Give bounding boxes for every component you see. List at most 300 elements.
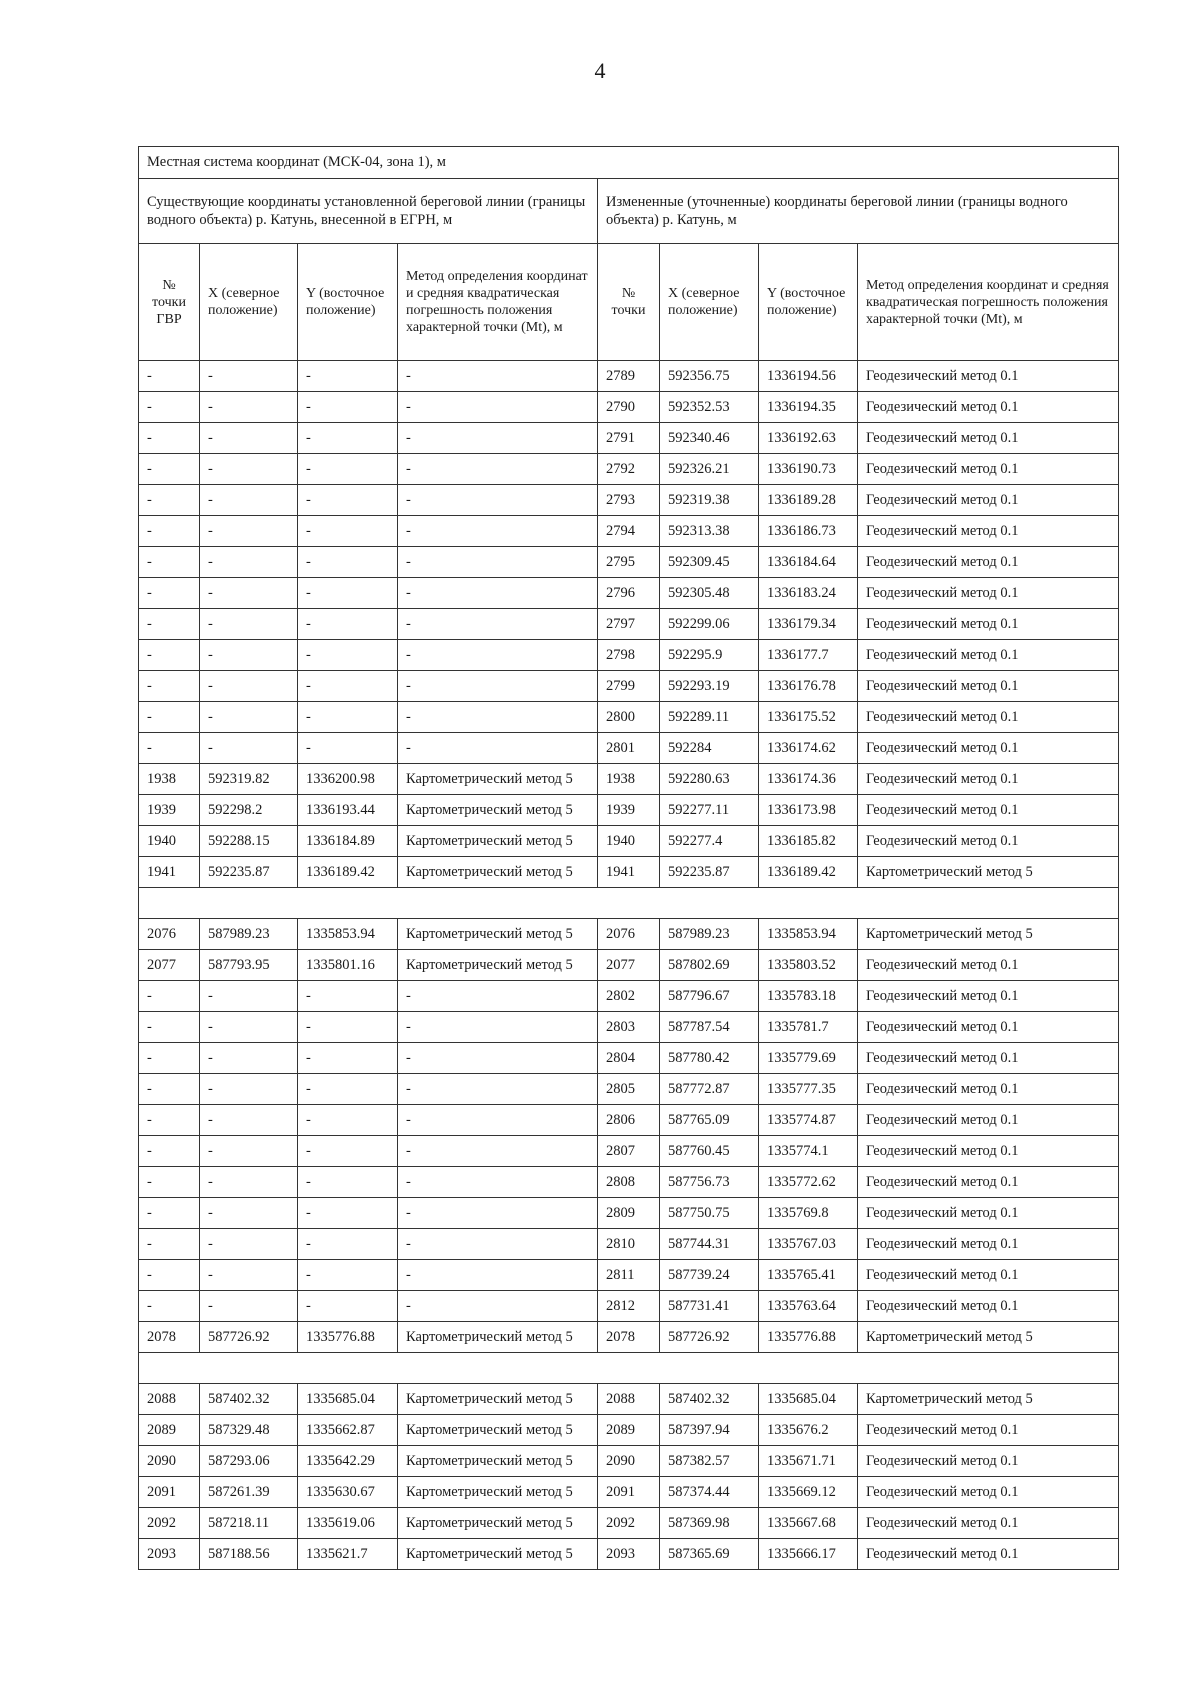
table-cell: Геодезический метод 0.1 — [858, 516, 1119, 547]
table-cell: Геодезический метод 0.1 — [858, 1508, 1119, 1539]
table-cell: - — [139, 981, 200, 1012]
table-cell: Геодезический метод 0.1 — [858, 640, 1119, 671]
table-cell: 2810 — [598, 1229, 660, 1260]
table-cell: 592289.11 — [660, 702, 759, 733]
table-cell: Геодезический метод 0.1 — [858, 1291, 1119, 1322]
table-cell: 1336175.52 — [759, 702, 858, 733]
table-row — [139, 950, 1119, 981]
table-cell: 592280.63 — [660, 764, 759, 795]
table-cell: 2794 — [598, 516, 660, 547]
table-cell: 592298.2 — [200, 795, 298, 826]
table-cell: - — [298, 1105, 398, 1136]
table-cell: 1335776.88 — [298, 1322, 398, 1353]
table-cell: 1336189.42 — [298, 857, 398, 888]
col-header-method-changed: Метод определения координат и средняя квадратическая погрешность положения характерной точки (Mt), м — [858, 244, 1119, 361]
col-header-y-existing: Y (восточное положение) — [298, 244, 398, 361]
table-cell: 587731.41 — [660, 1291, 759, 1322]
col-header-x-existing: X (северное положение) — [200, 244, 298, 361]
table-cell: 1941 — [598, 857, 660, 888]
table-cell: Картометрический метод 5 — [398, 764, 598, 795]
table-cell: 2807 — [598, 1136, 660, 1167]
table-cell: Геодезический метод 0.1 — [858, 950, 1119, 981]
table-cell: - — [298, 1291, 398, 1322]
table-row — [139, 1105, 1119, 1136]
table-cell: 592305.48 — [660, 578, 759, 609]
table-cell: - — [398, 1229, 598, 1260]
table-cell: 1335671.71 — [759, 1446, 858, 1477]
table-cell: - — [398, 454, 598, 485]
table-cell: 2798 — [598, 640, 660, 671]
table-cell: 587989.23 — [660, 919, 759, 950]
table-row — [139, 1012, 1119, 1043]
table-cell: 1335801.16 — [298, 950, 398, 981]
table-cell: - — [200, 671, 298, 702]
table-cell: 1336194.56 — [759, 361, 858, 392]
table-cell: - — [139, 702, 200, 733]
table-cell: 1335685.04 — [759, 1384, 858, 1415]
table-row — [139, 919, 1119, 950]
table-cell: Геодезический метод 0.1 — [858, 361, 1119, 392]
table-cell: - — [398, 1043, 598, 1074]
table-cell: 587756.73 — [660, 1167, 759, 1198]
table-cell: 1335772.62 — [759, 1167, 858, 1198]
section-separator — [139, 1353, 1119, 1384]
table-cell: - — [298, 1043, 398, 1074]
table-cell: Геодезический метод 0.1 — [858, 1074, 1119, 1105]
table-cell: 1940 — [139, 826, 200, 857]
table-cell: 2796 — [598, 578, 660, 609]
table-row — [139, 485, 1119, 516]
table-cell: Геодезический метод 0.1 — [858, 423, 1119, 454]
table-cell: 587218.11 — [200, 1508, 298, 1539]
table-row — [139, 826, 1119, 857]
table-cell: 2806 — [598, 1105, 660, 1136]
table-cell: - — [398, 640, 598, 671]
table-cell: 587402.32 — [200, 1384, 298, 1415]
table-row — [139, 733, 1119, 764]
table-cell: 587760.45 — [660, 1136, 759, 1167]
table-cell: 2090 — [139, 1446, 200, 1477]
table-cell: 2076 — [598, 919, 660, 950]
table-cell: 1941 — [139, 857, 200, 888]
table-cell: - — [398, 1260, 598, 1291]
table-cell: 1336184.64 — [759, 547, 858, 578]
table-cell: Картометрический метод 5 — [398, 857, 598, 888]
table-cell: Картометрический метод 5 — [398, 950, 598, 981]
table-cell: 2802 — [598, 981, 660, 1012]
table-cell: - — [398, 671, 598, 702]
table-cell: Картометрический метод 5 — [398, 1539, 598, 1570]
table-cell: Геодезический метод 0.1 — [858, 733, 1119, 764]
table-cell: 587369.98 — [660, 1508, 759, 1539]
table-cell: 587726.92 — [200, 1322, 298, 1353]
table-cell: - — [298, 1074, 398, 1105]
table-cell: 592319.38 — [660, 485, 759, 516]
table-cell: 2808 — [598, 1167, 660, 1198]
table-cell: - — [298, 981, 398, 1012]
table-cell: 587989.23 — [200, 919, 298, 950]
table-row — [139, 1539, 1119, 1570]
table-row — [139, 361, 1119, 392]
table-cell: Геодезический метод 0.1 — [858, 1539, 1119, 1570]
col-header-point-gvr: № точки ГВР — [139, 244, 200, 361]
table-cell: 2093 — [598, 1539, 660, 1570]
table-cell: - — [398, 1291, 598, 1322]
table-cell: 2076 — [139, 919, 200, 950]
table-cell: 1335853.94 — [759, 919, 858, 950]
table-row — [139, 795, 1119, 826]
table-cell: Картометрический метод 5 — [398, 1446, 598, 1477]
table-cell: - — [398, 1198, 598, 1229]
group-header-changed: Измененные (уточненные) координаты береговой линии (границы водного объекта) р. Катунь, м — [598, 179, 1119, 244]
table-cell: Геодезический метод 0.1 — [858, 795, 1119, 826]
table-cell: - — [200, 1229, 298, 1260]
table-cell: - — [298, 1167, 398, 1198]
table-row — [139, 1415, 1119, 1446]
table-cell: 2811 — [598, 1260, 660, 1291]
table-cell: - — [139, 733, 200, 764]
table-cell: 1335853.94 — [298, 919, 398, 950]
table-row — [139, 1198, 1119, 1229]
table-cell: 1335619.06 — [298, 1508, 398, 1539]
table-cell: 587765.09 — [660, 1105, 759, 1136]
separator-cell — [139, 888, 1119, 919]
table-cell: 2790 — [598, 392, 660, 423]
table-cell: 592326.21 — [660, 454, 759, 485]
table-cell: 592356.75 — [660, 361, 759, 392]
table-cell: 1336190.73 — [759, 454, 858, 485]
table-cell: 1335777.35 — [759, 1074, 858, 1105]
table-cell: 592313.38 — [660, 516, 759, 547]
table-cell: Геодезический метод 0.1 — [858, 547, 1119, 578]
table-cell: - — [398, 1167, 598, 1198]
table-cell: 587796.67 — [660, 981, 759, 1012]
table-cell: 1939 — [139, 795, 200, 826]
table-cell: 1335774.87 — [759, 1105, 858, 1136]
table-cell: 1336174.62 — [759, 733, 858, 764]
table-cell: 1335676.2 — [759, 1415, 858, 1446]
table-cell: 592284 — [660, 733, 759, 764]
table-cell: - — [398, 361, 598, 392]
table-cell: 1336183.24 — [759, 578, 858, 609]
table-cell: - — [398, 547, 598, 578]
table-row — [139, 1074, 1119, 1105]
table-cell: 587374.44 — [660, 1477, 759, 1508]
table-cell: Картометрический метод 5 — [858, 1322, 1119, 1353]
table-cell: - — [200, 1260, 298, 1291]
table-cell: Картометрический метод 5 — [398, 826, 598, 857]
table-cell: - — [139, 1012, 200, 1043]
table-cell: 1336193.44 — [298, 795, 398, 826]
table-cell: 592340.46 — [660, 423, 759, 454]
table-cell: - — [139, 1136, 200, 1167]
table-cell: 587750.75 — [660, 1198, 759, 1229]
table-cell: 1336176.78 — [759, 671, 858, 702]
table-cell: 1335642.29 — [298, 1446, 398, 1477]
table-row — [139, 392, 1119, 423]
table-cell: - — [200, 702, 298, 733]
table-cell: Геодезический метод 0.1 — [858, 392, 1119, 423]
table-cell: 2791 — [598, 423, 660, 454]
table-cell: 587793.95 — [200, 950, 298, 981]
table-cell: 1336184.89 — [298, 826, 398, 857]
table-cell: 2077 — [598, 950, 660, 981]
table-cell: 2799 — [598, 671, 660, 702]
table-cell: - — [298, 516, 398, 547]
coordinates-table — [138, 146, 1119, 1570]
table-cell: Геодезический метод 0.1 — [858, 1012, 1119, 1043]
table-cell: 2088 — [598, 1384, 660, 1415]
table-cell: 592277.11 — [660, 795, 759, 826]
table-body — [139, 361, 1119, 1570]
table-row — [139, 1291, 1119, 1322]
table-cell: - — [298, 733, 398, 764]
table-cell: 1335662.87 — [298, 1415, 398, 1446]
table-cell: Картометрический метод 5 — [398, 1322, 598, 1353]
group-header-existing: Существующие координаты установленной береговой линии (границы водного объекта) р. Катунь, внесенной в ЕГРН, м — [139, 179, 598, 244]
table-row — [139, 547, 1119, 578]
section-separator — [139, 888, 1119, 919]
table-cell: 587744.31 — [660, 1229, 759, 1260]
table-cell: 2089 — [598, 1415, 660, 1446]
table-cell: Геодезический метод 0.1 — [858, 1167, 1119, 1198]
table-row — [139, 423, 1119, 454]
table-cell: 2795 — [598, 547, 660, 578]
table-cell: Геодезический метод 0.1 — [858, 1446, 1119, 1477]
table-cell: Геодезический метод 0.1 — [858, 1229, 1119, 1260]
table-cell: 592295.9 — [660, 640, 759, 671]
table-cell: - — [200, 392, 298, 423]
table-cell: 1335685.04 — [298, 1384, 398, 1415]
table-cell: 2804 — [598, 1043, 660, 1074]
table-cell: 1335630.67 — [298, 1477, 398, 1508]
table-cell: - — [398, 1074, 598, 1105]
table-row — [139, 1384, 1119, 1415]
table-cell: Геодезический метод 0.1 — [858, 1136, 1119, 1167]
col-header-point: № точки — [598, 244, 660, 361]
table-cell: 2092 — [139, 1508, 200, 1539]
table-cell: Геодезический метод 0.1 — [858, 826, 1119, 857]
table-cell: - — [398, 578, 598, 609]
table-cell: Картометрический метод 5 — [398, 1508, 598, 1539]
table-cell: Геодезический метод 0.1 — [858, 1260, 1119, 1291]
table-cell: - — [298, 392, 398, 423]
table-cell: 2789 — [598, 361, 660, 392]
table-cell: - — [398, 1012, 598, 1043]
table-cell: 587780.42 — [660, 1043, 759, 1074]
table-cell: Картометрический метод 5 — [398, 795, 598, 826]
table-row — [139, 1508, 1119, 1539]
table-row — [139, 578, 1119, 609]
table-cell: - — [398, 733, 598, 764]
table-cell: 587329.48 — [200, 1415, 298, 1446]
table-row — [139, 1322, 1119, 1353]
table-cell: Геодезический метод 0.1 — [858, 1043, 1119, 1074]
table-cell: - — [298, 454, 398, 485]
table-cell: - — [298, 1229, 398, 1260]
table-cell: 1939 — [598, 795, 660, 826]
table-cell: 1336177.7 — [759, 640, 858, 671]
table-cell: 1336189.42 — [759, 857, 858, 888]
table-cell: - — [200, 1291, 298, 1322]
table-row — [139, 764, 1119, 795]
table-cell: - — [139, 1074, 200, 1105]
table-cell: - — [298, 1012, 398, 1043]
table-cell: Геодезический метод 0.1 — [858, 485, 1119, 516]
table-cell: - — [139, 1198, 200, 1229]
table-cell: Геодезический метод 0.1 — [858, 1105, 1119, 1136]
table-cell: 1335776.88 — [759, 1322, 858, 1353]
col-header-x-changed: X (северное положение) — [660, 244, 759, 361]
table-cell: - — [139, 1167, 200, 1198]
table-cell: 2803 — [598, 1012, 660, 1043]
table-cell: - — [298, 702, 398, 733]
table-cell: - — [398, 981, 598, 1012]
table-cell: - — [398, 609, 598, 640]
table-cell: 1335763.64 — [759, 1291, 858, 1322]
table-cell: Картометрический метод 5 — [398, 1415, 598, 1446]
table-cell: 2793 — [598, 485, 660, 516]
table-row — [139, 1477, 1119, 1508]
table-cell: 2088 — [139, 1384, 200, 1415]
table-cell: 2091 — [598, 1477, 660, 1508]
table-cell: 592319.82 — [200, 764, 298, 795]
table-cell: 592352.53 — [660, 392, 759, 423]
table-cell: - — [200, 609, 298, 640]
table-cell: 587261.39 — [200, 1477, 298, 1508]
table-cell: 2809 — [598, 1198, 660, 1229]
table-cell: - — [200, 516, 298, 547]
table-cell: Геодезический метод 0.1 — [858, 1198, 1119, 1229]
table-cell: - — [139, 1260, 200, 1291]
table-cell: - — [298, 485, 398, 516]
table-cell: 1336179.34 — [759, 609, 858, 640]
separator-cell — [139, 1353, 1119, 1384]
table-row — [139, 702, 1119, 733]
table-cell: - — [139, 640, 200, 671]
table-cell: 587787.54 — [660, 1012, 759, 1043]
table-cell: 587293.06 — [200, 1446, 298, 1477]
table-cell: - — [139, 578, 200, 609]
table-cell: 1336173.98 — [759, 795, 858, 826]
table-cell: Геодезический метод 0.1 — [858, 1477, 1119, 1508]
table-cell: 587726.92 — [660, 1322, 759, 1353]
table-cell: - — [200, 547, 298, 578]
table-cell: 1336185.82 — [759, 826, 858, 857]
table-cell: 1940 — [598, 826, 660, 857]
table-cell: Геодезический метод 0.1 — [858, 578, 1119, 609]
table-cell: - — [139, 547, 200, 578]
table-cell: Картометрический метод 5 — [398, 1477, 598, 1508]
table-cell: 1335781.7 — [759, 1012, 858, 1043]
table-cell: 2077 — [139, 950, 200, 981]
table-cell: - — [298, 547, 398, 578]
table-cell: - — [139, 671, 200, 702]
table-cell: 1336192.63 — [759, 423, 858, 454]
col-header-y-changed: Y (восточное положение) — [759, 244, 858, 361]
table-row — [139, 640, 1119, 671]
table-cell: - — [139, 361, 200, 392]
table-cell: 587802.69 — [660, 950, 759, 981]
table-cell: 587772.87 — [660, 1074, 759, 1105]
table-cell: - — [398, 702, 598, 733]
table-cell: 2812 — [598, 1291, 660, 1322]
table-row — [139, 1446, 1119, 1477]
table-cell: Геодезический метод 0.1 — [858, 454, 1119, 485]
table-cell: 2078 — [139, 1322, 200, 1353]
table-row — [139, 671, 1119, 702]
table-cell: 592235.87 — [660, 857, 759, 888]
table-cell: 1335783.18 — [759, 981, 858, 1012]
table-cell: Геодезический метод 0.1 — [858, 1415, 1119, 1446]
table-cell: 587382.57 — [660, 1446, 759, 1477]
table-row — [139, 454, 1119, 485]
table-cell: 592293.19 — [660, 671, 759, 702]
table-cell: 587739.24 — [660, 1260, 759, 1291]
table-cell: 592277.4 — [660, 826, 759, 857]
table-row — [139, 1136, 1119, 1167]
table-cell: - — [200, 1074, 298, 1105]
table-cell: - — [139, 485, 200, 516]
table-cell: - — [139, 392, 200, 423]
table-cell: Картометрический метод 5 — [398, 919, 598, 950]
table-cell: 2092 — [598, 1508, 660, 1539]
table-cell: - — [200, 640, 298, 671]
table-cell: - — [139, 454, 200, 485]
table-cell: 2800 — [598, 702, 660, 733]
table-cell: - — [139, 1229, 200, 1260]
table-cell: Геодезический метод 0.1 — [858, 764, 1119, 795]
table-cell: - — [298, 1136, 398, 1167]
table-cell: - — [139, 423, 200, 454]
table-cell: 1335779.69 — [759, 1043, 858, 1074]
table-cell: - — [398, 485, 598, 516]
table-cell: Геодезический метод 0.1 — [858, 671, 1119, 702]
table-cell: - — [398, 1105, 598, 1136]
table-cell: - — [200, 1136, 298, 1167]
table-cell: 1335774.1 — [759, 1136, 858, 1167]
table-cell: - — [200, 423, 298, 454]
table-cell: 1336200.98 — [298, 764, 398, 795]
table-cell: - — [139, 609, 200, 640]
table-cell: - — [298, 640, 398, 671]
table-cell: Геодезический метод 0.1 — [858, 609, 1119, 640]
table-cell: 2801 — [598, 733, 660, 764]
table-cell: 2805 — [598, 1074, 660, 1105]
table-cell: 2090 — [598, 1446, 660, 1477]
table-row — [139, 609, 1119, 640]
col-header-method-existing: Метод определения координат и средняя квадратическая погрешность положения характерной точки (Mt), м — [398, 244, 598, 361]
table-cell: 592288.15 — [200, 826, 298, 857]
table-row — [139, 1260, 1119, 1291]
table-cell: 2792 — [598, 454, 660, 485]
table-cell: - — [398, 423, 598, 454]
table-cell: - — [200, 981, 298, 1012]
table-cell: 587188.56 — [200, 1539, 298, 1570]
table-cell: 1335666.17 — [759, 1539, 858, 1570]
table-cell: Картометрический метод 5 — [858, 919, 1119, 950]
table-cell: 1336189.28 — [759, 485, 858, 516]
table-cell: Геодезический метод 0.1 — [858, 981, 1119, 1012]
table-cell: - — [200, 733, 298, 764]
table-cell: - — [200, 1043, 298, 1074]
table-cell: 2797 — [598, 609, 660, 640]
table-cell: - — [298, 1260, 398, 1291]
table-cell: 1335669.12 — [759, 1477, 858, 1508]
table-cell: - — [298, 578, 398, 609]
table-row — [139, 1229, 1119, 1260]
table-cell: - — [139, 1105, 200, 1136]
